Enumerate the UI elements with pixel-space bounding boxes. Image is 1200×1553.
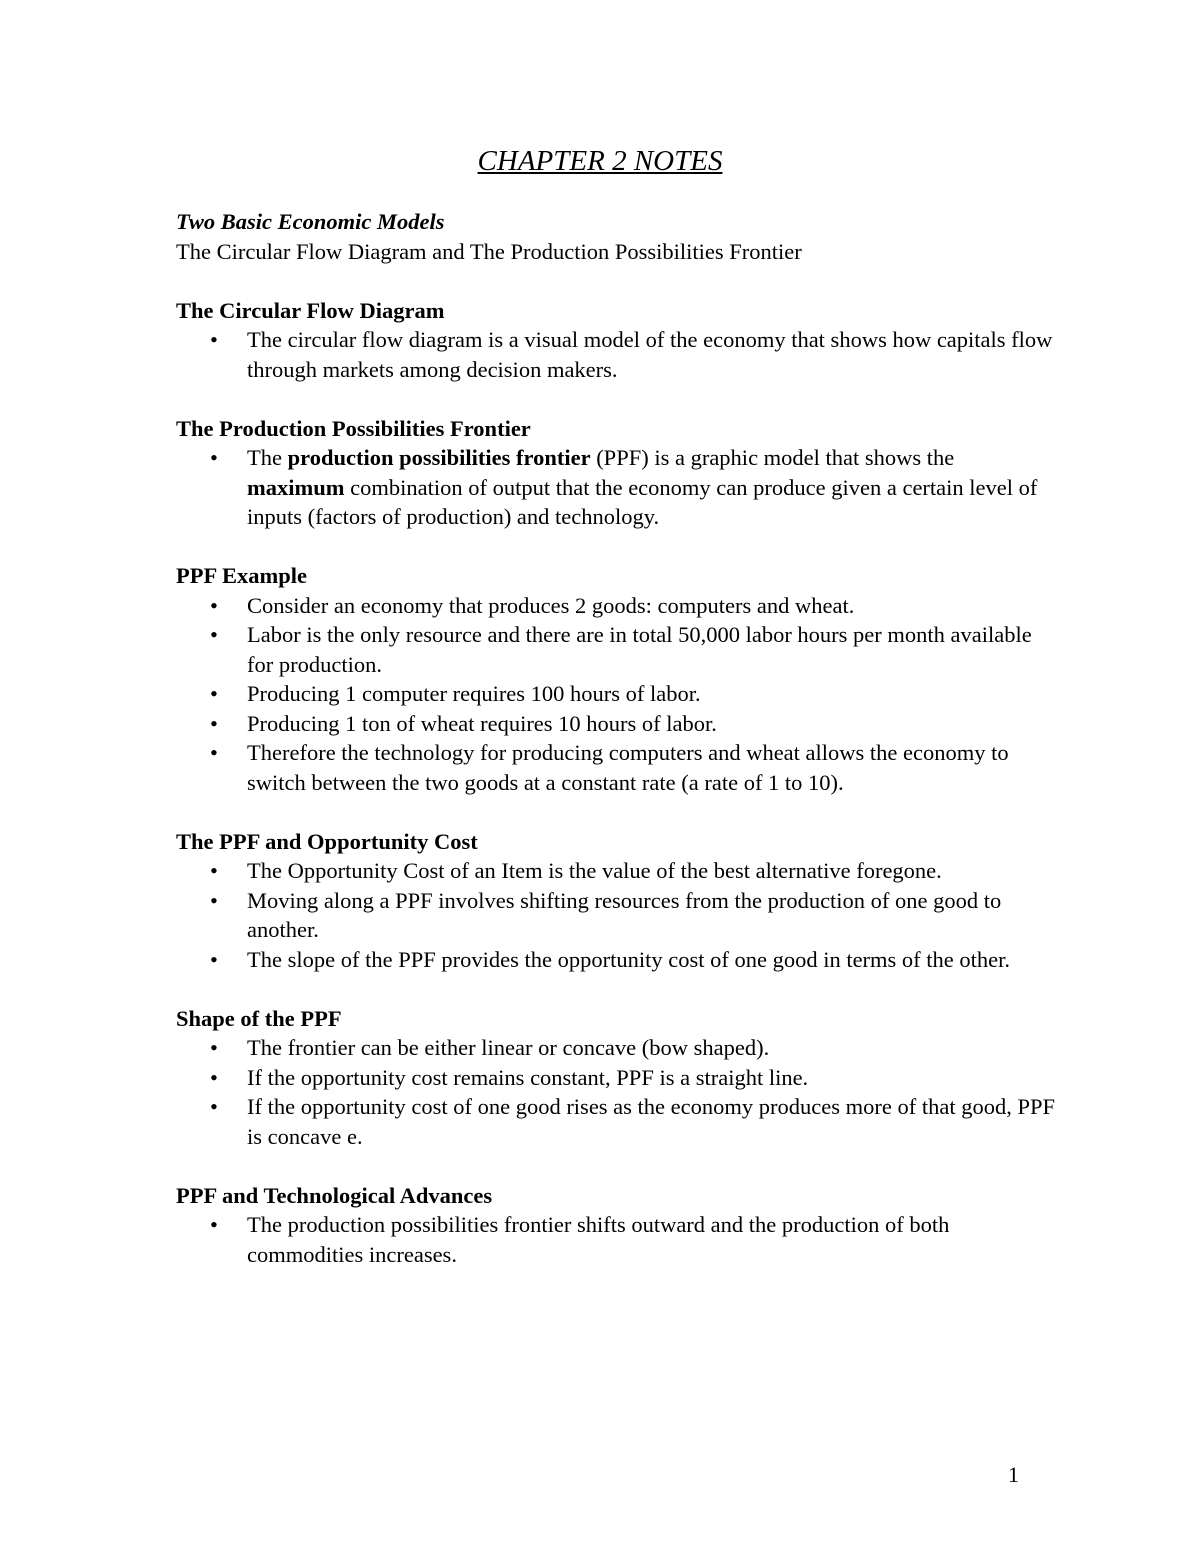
section-shape-of-ppf xyxy=(176,1004,1056,1152)
intro-heading: Two Basic Economic Models xyxy=(176,209,445,234)
section-circular-flow xyxy=(176,296,1056,385)
page-number: 1 xyxy=(1008,1462,1019,1487)
page-title: CHAPTER 2 NOTES xyxy=(477,145,723,177)
bullet-text: If the opportunity cost remains constant, PPF is a straight line. xyxy=(247,1064,809,1090)
bullet-list xyxy=(176,325,1056,384)
bullet-icon: • xyxy=(210,946,218,972)
bullet-text: Moving along a PPF involves shifting resources from the production of one good to another. xyxy=(247,887,1002,942)
bullet-text: Consider an economy that produces 2 goods: computers and wheat. xyxy=(247,592,855,618)
section-opportunity-cost xyxy=(176,827,1056,975)
bullet-list xyxy=(176,1210,1056,1269)
section-heading: PPF Example xyxy=(176,563,308,588)
section-ppf xyxy=(176,414,1056,532)
bullet-item xyxy=(176,886,1056,945)
bullet-icon: • xyxy=(210,445,218,470)
bullet-icon: • xyxy=(210,592,218,618)
section-heading: Shape of the PPF xyxy=(176,1005,342,1031)
bullet-icon: • xyxy=(210,1035,218,1060)
bullet-text: Producing 1 computer requires 100 hours of labor. xyxy=(247,681,701,706)
section-ppf-example xyxy=(176,561,1056,797)
bullet-list xyxy=(176,856,1056,974)
bullet-item xyxy=(176,1063,1056,1093)
notes-content xyxy=(176,207,1056,1269)
bullet-list xyxy=(176,591,1056,798)
bold-term-maximum: maximum xyxy=(247,474,345,500)
bullet-text xyxy=(247,445,1037,529)
bullet-item xyxy=(176,620,1056,679)
bullet-icon: • xyxy=(210,1094,218,1119)
text-run: (PPF) is a graphic model that shows the xyxy=(590,445,955,470)
bullet-text: The circular flow diagram is a visual model of the economy that shows how capitals flow through markets among decision makers. xyxy=(247,327,1053,382)
bullet-text: The frontier can be either linear or concave (bow shaped). xyxy=(247,1035,770,1060)
intro-text: The Circular Flow Diagram and The Production Possibilities Frontier xyxy=(176,238,802,264)
bullet-text: The Opportunity Cost of an Item is the value of the best alternative foregone. xyxy=(247,858,942,883)
section-heading: The Production Possibilities Frontier xyxy=(176,415,531,441)
bullet-item xyxy=(176,945,1056,975)
bullet-item xyxy=(176,591,1056,621)
bullet-text: Therefore the technology for producing computers and wheat allows the economy to switch between the two goods at a constant rate (a rate of 1 to 10). xyxy=(247,740,1009,795)
bullet-item xyxy=(176,1033,1056,1063)
bullet-item xyxy=(176,679,1056,709)
section-heading: The PPF and Opportunity Cost xyxy=(176,828,478,854)
bullet-icon: • xyxy=(210,327,218,352)
text-run: combination of output that the economy can produce given a certain level of inputs (factors of production) and technology. xyxy=(247,474,1038,529)
bullet-icon: • xyxy=(210,622,218,647)
bullet-item xyxy=(176,1210,1056,1269)
bullet-item xyxy=(176,856,1056,886)
bullet-icon: • xyxy=(210,887,218,913)
bullet-text: Producing 1 ton of wheat requires 10 hours of labor. xyxy=(247,710,717,736)
bullet-icon: • xyxy=(210,681,218,706)
section-heading: The Circular Flow Diagram xyxy=(176,297,445,323)
bullet-list xyxy=(176,443,1056,532)
section-tech-advances xyxy=(176,1181,1056,1270)
text-run: The xyxy=(247,445,288,470)
bullet-text: The production possibilities frontier shifts outward and the production of both commodities increases. xyxy=(247,1212,950,1267)
bullet-item xyxy=(176,738,1056,797)
bullet-item xyxy=(176,443,1056,532)
bullet-icon: • xyxy=(210,1212,218,1237)
bullet-text: If the opportunity cost of one good rises as the economy produces more of that good, PPF is concave e. xyxy=(247,1094,1055,1149)
bullet-icon: • xyxy=(210,740,218,765)
bullet-list xyxy=(176,1033,1056,1151)
bullet-icon: • xyxy=(210,858,218,883)
bullet-item xyxy=(176,1092,1056,1151)
bullet-text: The slope of the PPF provides the opportunity cost of one good in terms of the other. xyxy=(247,946,1011,972)
bold-term-ppf: production possibilities frontier xyxy=(287,445,591,470)
bullet-item xyxy=(176,709,1056,739)
section-heading: PPF and Technological Advances xyxy=(176,1182,493,1208)
bullet-icon: • xyxy=(210,710,218,736)
bullet-item xyxy=(176,325,1056,384)
bullet-icon: • xyxy=(210,1064,218,1090)
bullet-text: Labor is the only resource and there are in total 50,000 labor hours per month available for production. xyxy=(247,622,1032,677)
